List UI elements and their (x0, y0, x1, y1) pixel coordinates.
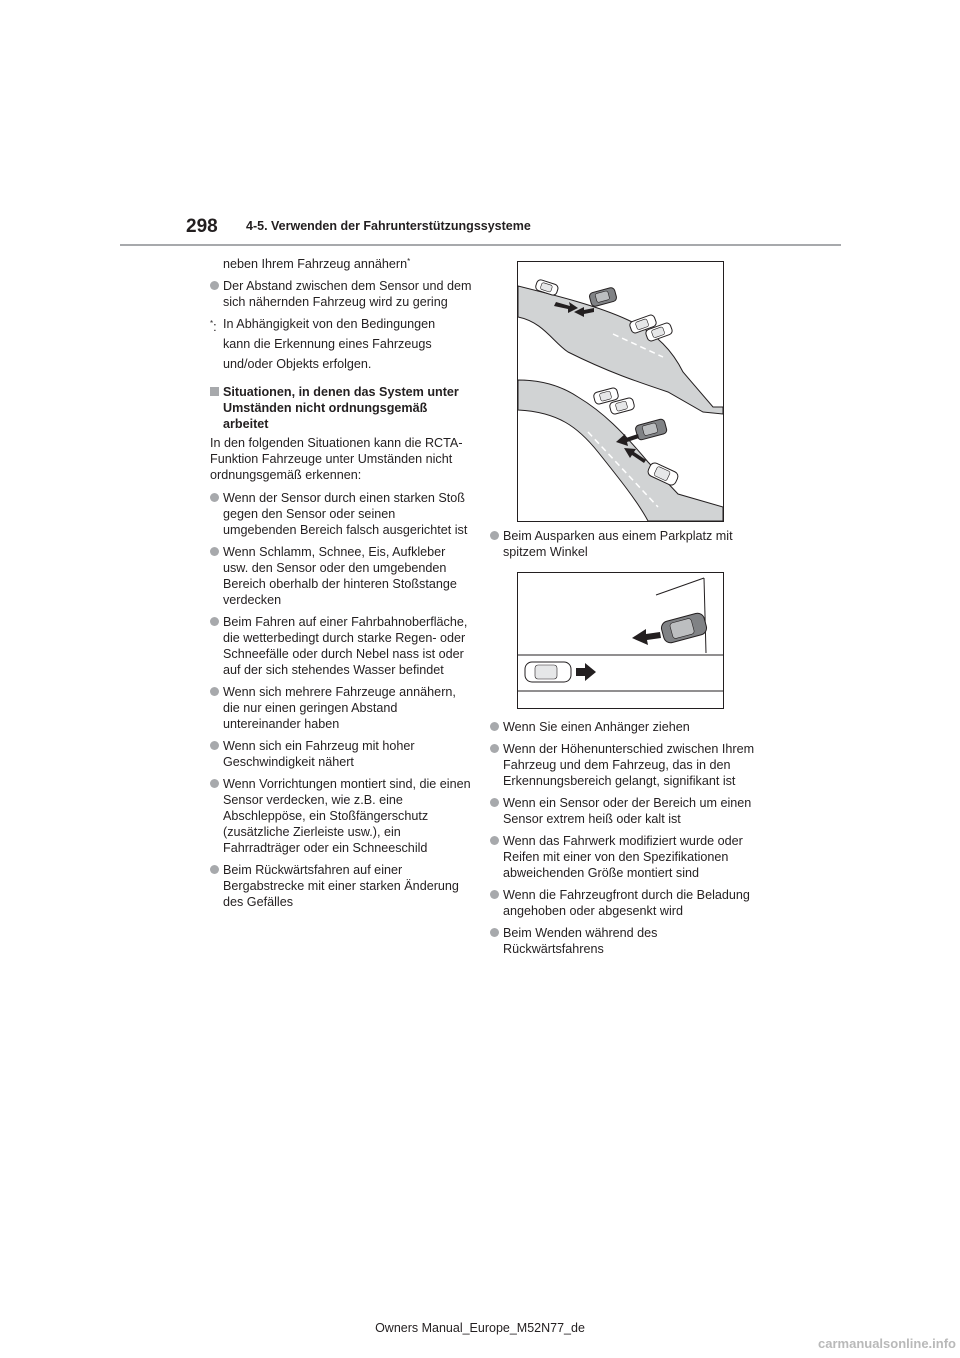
list-item (210, 614, 472, 678)
right-column (490, 528, 755, 963)
list-item-text: Wenn sich mehrere Fahrzeuge annähern, die nur einen geringen Abstand untereinander haben (223, 685, 456, 731)
list-item-text: Wenn Vorrichtungen montiert sind, die einen Sensor verdecken, wie z.B. eine Abschleppöse, ein Stoßfängerschutz (zusätzliche Zierleiste usw.), ein Fahrradträger oder ein Schneeschild (223, 777, 471, 855)
bullet-dot-icon (210, 617, 219, 626)
list-item-text: Wenn der Höhenunterschied zwischen Ihrem Fahrzeug und dem Fahrzeug, das in den Erkennungsbereich gelangt, signifikant ist (503, 742, 755, 788)
list-item-text: Beim Fahren auf einer Fahrbahnoberfläche, die wetterbedingt durch starke Regen- oder Schneefälle oder durch Nebel nass ist oder auf der sich stehendes Wasser befindet (223, 615, 468, 677)
list-item (490, 887, 755, 919)
list-item (210, 490, 472, 538)
list-item-text: Beim Rückwärtsfahren auf einer Bergabstrecke mit einer starken Änderung des Gefälles (223, 863, 459, 909)
footnote-line: kann die Erkennung eines Fahrzeugs (223, 337, 432, 351)
list-item (490, 833, 755, 881)
list-item-text: Beim Ausparken aus einem Parkplatz mit spitzem Winkel (503, 529, 733, 559)
bullet-dot-icon (490, 890, 499, 899)
bullet-dot-icon (210, 687, 219, 696)
bullet-dot-icon (490, 722, 499, 731)
bullet-dot-icon (210, 281, 219, 290)
footnote-marker: *: (210, 319, 217, 335)
bullet-dot-icon (210, 779, 219, 788)
bullet-dot-icon (210, 493, 219, 502)
bullet-dot-icon (490, 798, 499, 807)
footnote-line: und/oder Objekts erfolgen. (223, 357, 372, 371)
list-item-text: Wenn sich ein Fahrzeug mit hoher Geschwindigkeit nähert (223, 739, 415, 769)
list-item (210, 278, 472, 310)
subheading-text: Situationen, in denen das System unter Umständen nicht ordnungsgemäß arbeitet (223, 385, 459, 431)
square-bullet-icon (210, 387, 219, 396)
bullet-dot-icon (210, 547, 219, 556)
list-item-text: Wenn Schlamm, Schnee, Eis, Aufkleber usw. den Sensor oder den umgebenden Bereich oberhalb der hinteren Stoßstange verdecken (223, 545, 457, 607)
footnote (210, 314, 472, 374)
header-divider (120, 244, 841, 246)
list-item (490, 741, 755, 789)
list-item-text: Wenn der Sensor durch einen starken Stoß gegen den Sensor oder seinen umgebenden Bereich falsch ausgerichtet ist (223, 491, 468, 537)
intro-paragraph: In den folgenden Situationen kann die RCTA-Funktion Fahrzeuge unter Umständen nicht ordnungsgemäß erkennen: (210, 436, 463, 482)
list-item-text: Wenn das Fahrwerk modifiziert wurde oder Reifen mit einer von den Spezifikationen abweichenden Größe montiert sind (503, 834, 743, 880)
list-item (210, 776, 472, 856)
bullet-dot-icon (210, 865, 219, 874)
watermark: carmanualsonline.info (818, 1336, 956, 1351)
list-item-text: Wenn Sie einen Anhänger ziehen (503, 720, 690, 734)
bullet-dot-icon (490, 928, 499, 937)
list-item (210, 738, 472, 770)
list-item (210, 544, 472, 608)
bullet-dot-icon (210, 741, 219, 750)
footer-manual-id: Owners Manual_Europe_M52N77_de (375, 1321, 585, 1335)
section-title: 4-5. Verwenden der Fahrunterstützungssysteme (246, 219, 531, 233)
list-item-text: Der Abstand zwischen dem Sensor und dem sich nähernden Fahrzeug wird zu gering (223, 279, 472, 309)
list-item-text: Beim Wenden während des Rückwärtsfahrens (503, 926, 658, 956)
list-item (210, 862, 472, 910)
own-vehicle-icon (589, 287, 618, 307)
left-column (210, 256, 472, 916)
list-item (210, 684, 472, 732)
list-item (490, 925, 755, 957)
footnote-line: In Abhängigkeit von den Bedingungen (223, 317, 436, 331)
footnote-mark: * (407, 257, 411, 266)
bullet-dot-icon (490, 744, 499, 753)
list-item (490, 795, 755, 827)
subheading (210, 384, 472, 432)
list-item (490, 528, 755, 560)
list-item-text: Wenn die Fahrzeugfront durch die Beladung angehoben oder abgesenkt wird (503, 888, 750, 918)
bullet-dot-icon (490, 531, 499, 540)
downhill-reversing-illustration (517, 261, 724, 522)
list-item-text: Wenn ein Sensor oder der Bereich um einen Sensor extrem heiß oder kalt ist (503, 796, 752, 826)
bullet-dot-icon (490, 836, 499, 845)
continued-text (210, 256, 472, 272)
list-item (490, 719, 755, 735)
page-number: 298 (186, 216, 218, 237)
own-vehicle-icon (635, 418, 668, 440)
continued-text-body: neben Ihrem Fahrzeug annähern (223, 257, 408, 271)
